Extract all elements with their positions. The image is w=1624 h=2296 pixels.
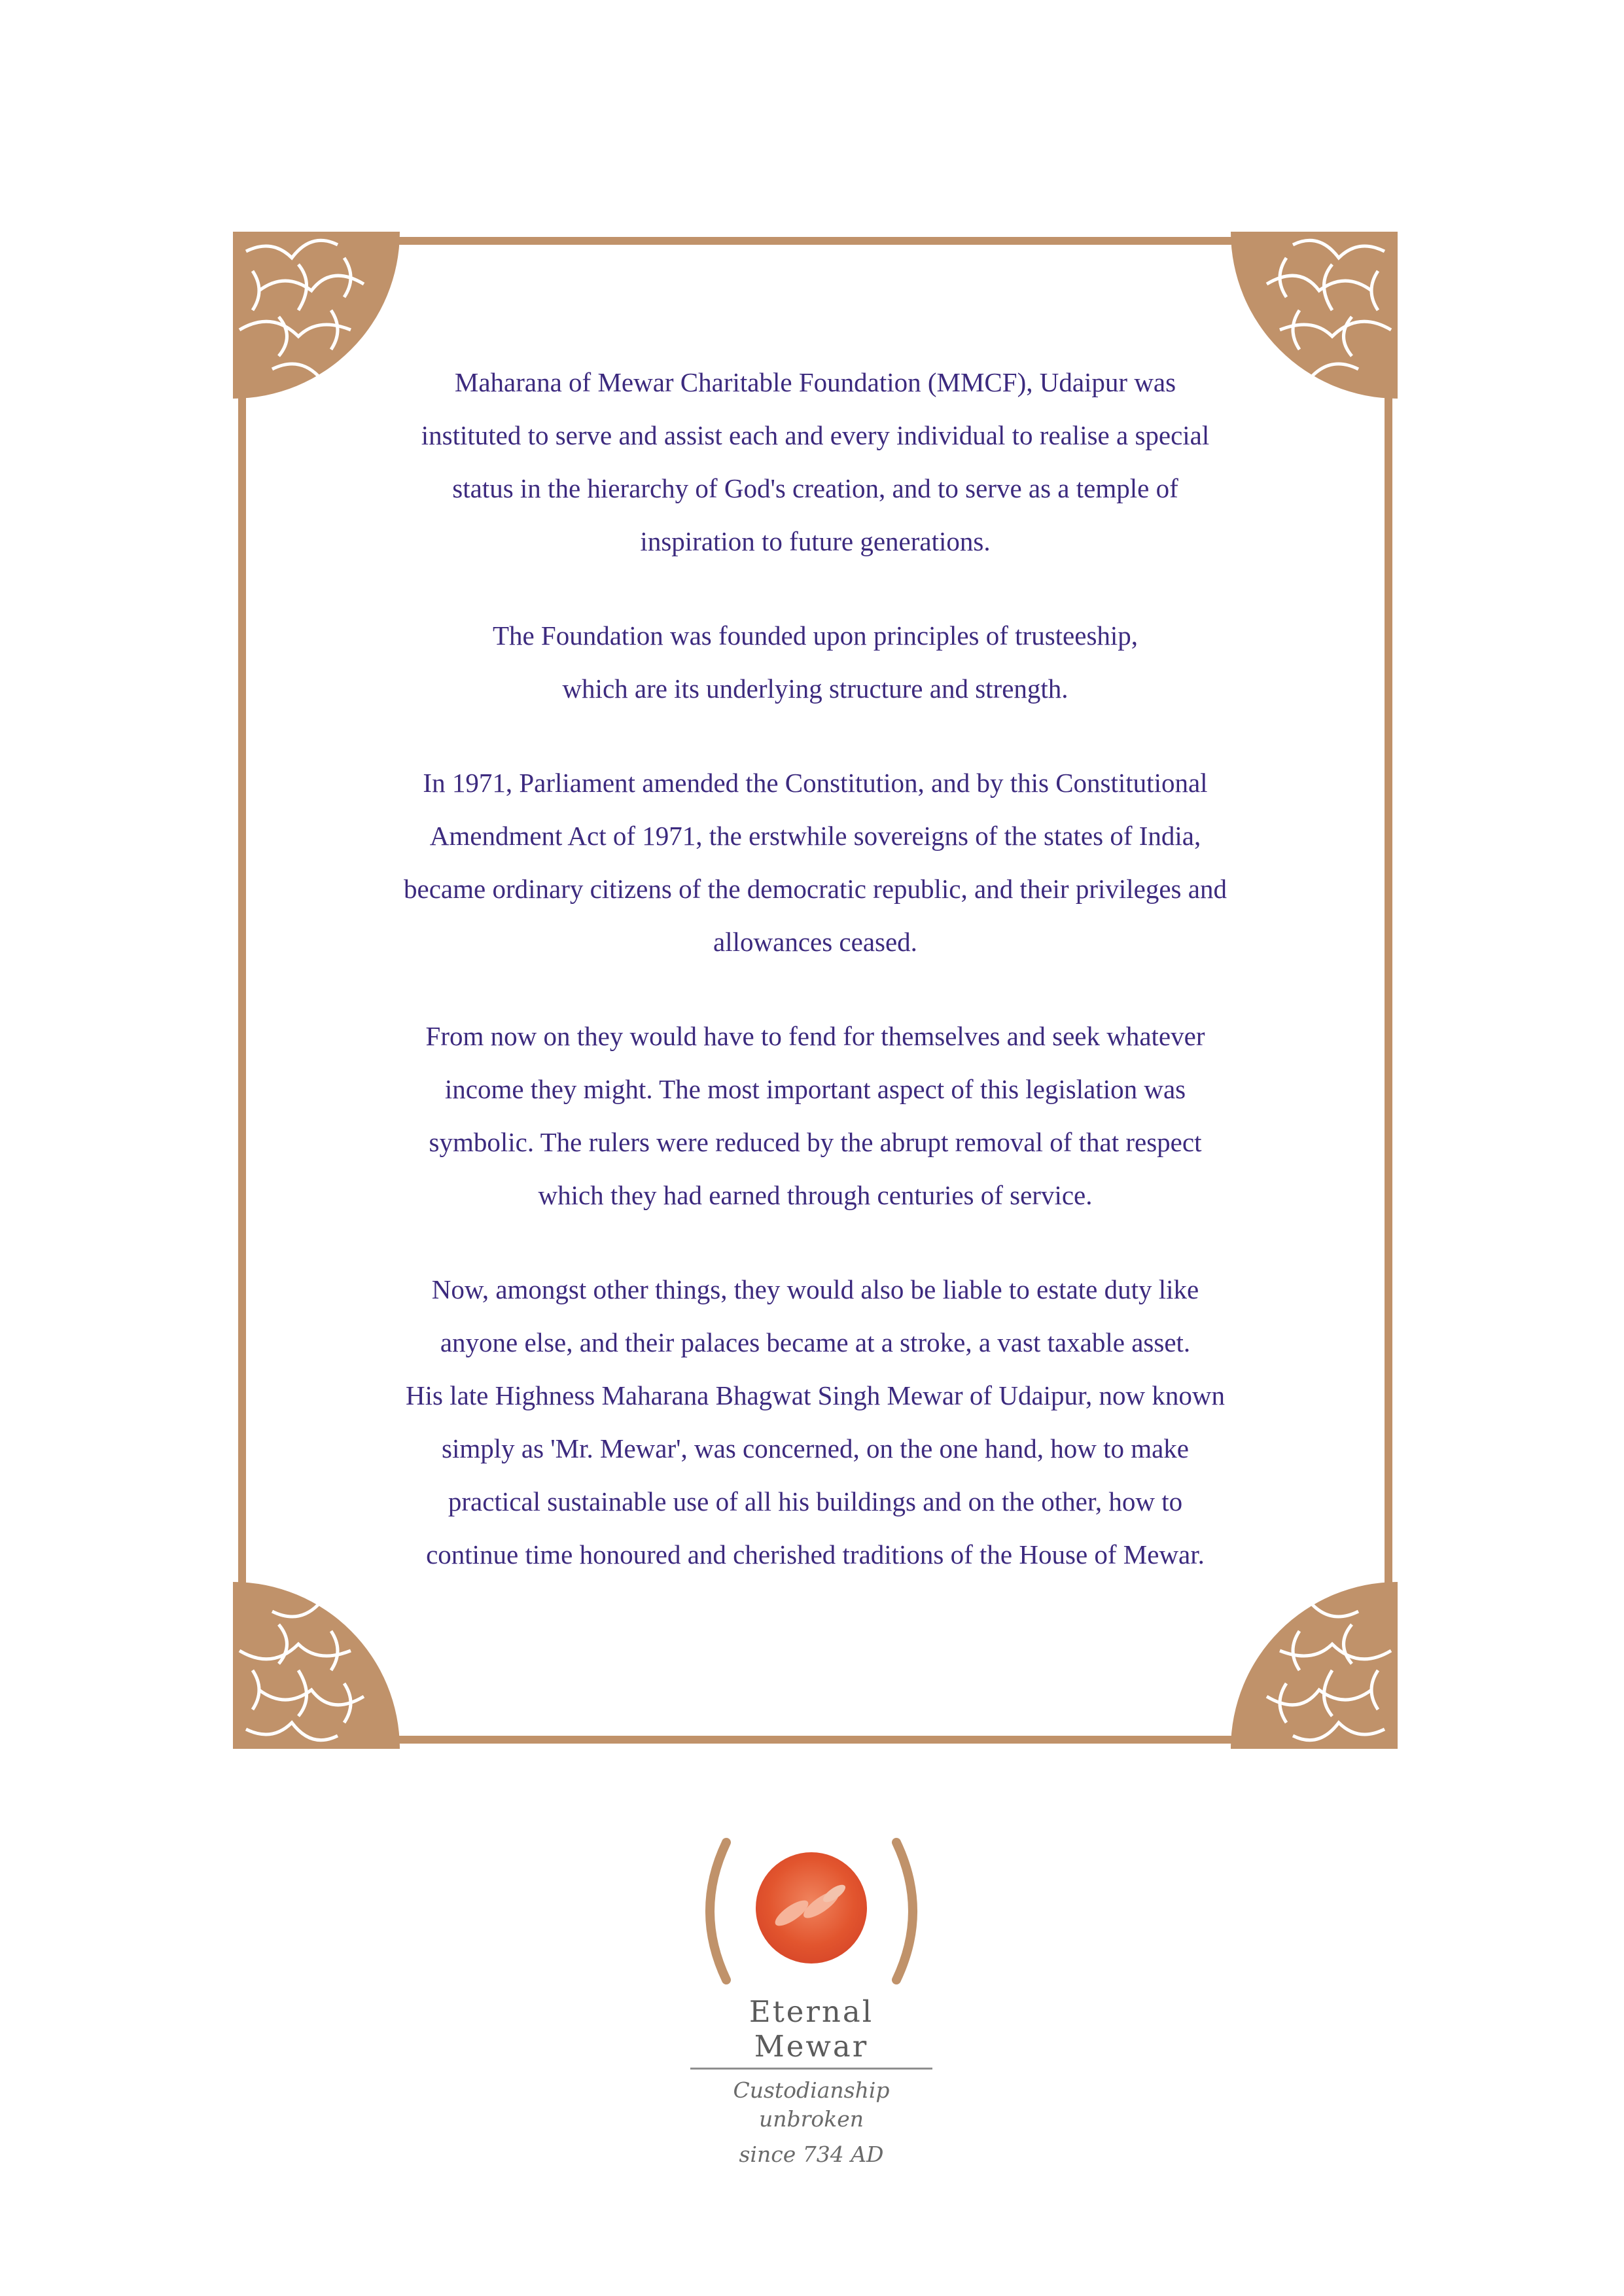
right-bracket-icon	[896, 1842, 913, 1980]
foundation-description	[331, 356, 1299, 1623]
logo-tagline-1: Custodianship unbroken	[733, 2077, 890, 2132]
logo-emblem-icon	[687, 1836, 936, 1986]
logo-tagline-2: since 734 AD	[739, 2142, 884, 2167]
paragraph-1971-amendment: In 1971, Parliament amended the Constitution, and by this Constitutional Amendment Act of 1971, the erstwhile sovereigns of the states of India, became ordinary citizens of the democratic republic, and their privileges and allowances ceased.	[404, 768, 1227, 957]
paragraph-mr-mewar: Now, amongst other things, they would also be liable to estate duty like anyone else, and their palaces became at a stroke, a vast taxable asset. His late Highness Maharana Bhagwat Singh Mewar of Udaipur, now known simply as 'Mr. Mewar', was concerned, on the one hand, how to make practical sustainable use of all his buildings and on the other, how to continue time honoured and cherished traditions of the House of Mewar.	[405, 1274, 1226, 1570]
logo-title: Eternal Mewar	[690, 1994, 932, 2070]
left-bracket-icon	[710, 1842, 726, 1980]
decorative-frame	[233, 232, 1398, 1749]
paragraph-mmcf-intro: Maharana of Mewar Charitable Foundation (MMCF), Udaipur was instituted to serve and assist each and every individual to realise a special status in the hierarchy of God's creation, and to serve as a temple of inspiration to future generations.	[421, 367, 1210, 556]
eternal-mewar-logo	[680, 1836, 942, 2167]
paragraph-consequences: From now on they would have to fend for themselves and seek whatever income they might. The most important aspect of this legislation was symbolic. The rulers were reduced by the abrupt removal of that respect which they had earned through centuries of service.	[425, 1021, 1205, 1210]
paragraph-trusteeship: The Foundation was founded upon principles of trusteeship, which are its underlying structure and strength.	[492, 620, 1139, 704]
